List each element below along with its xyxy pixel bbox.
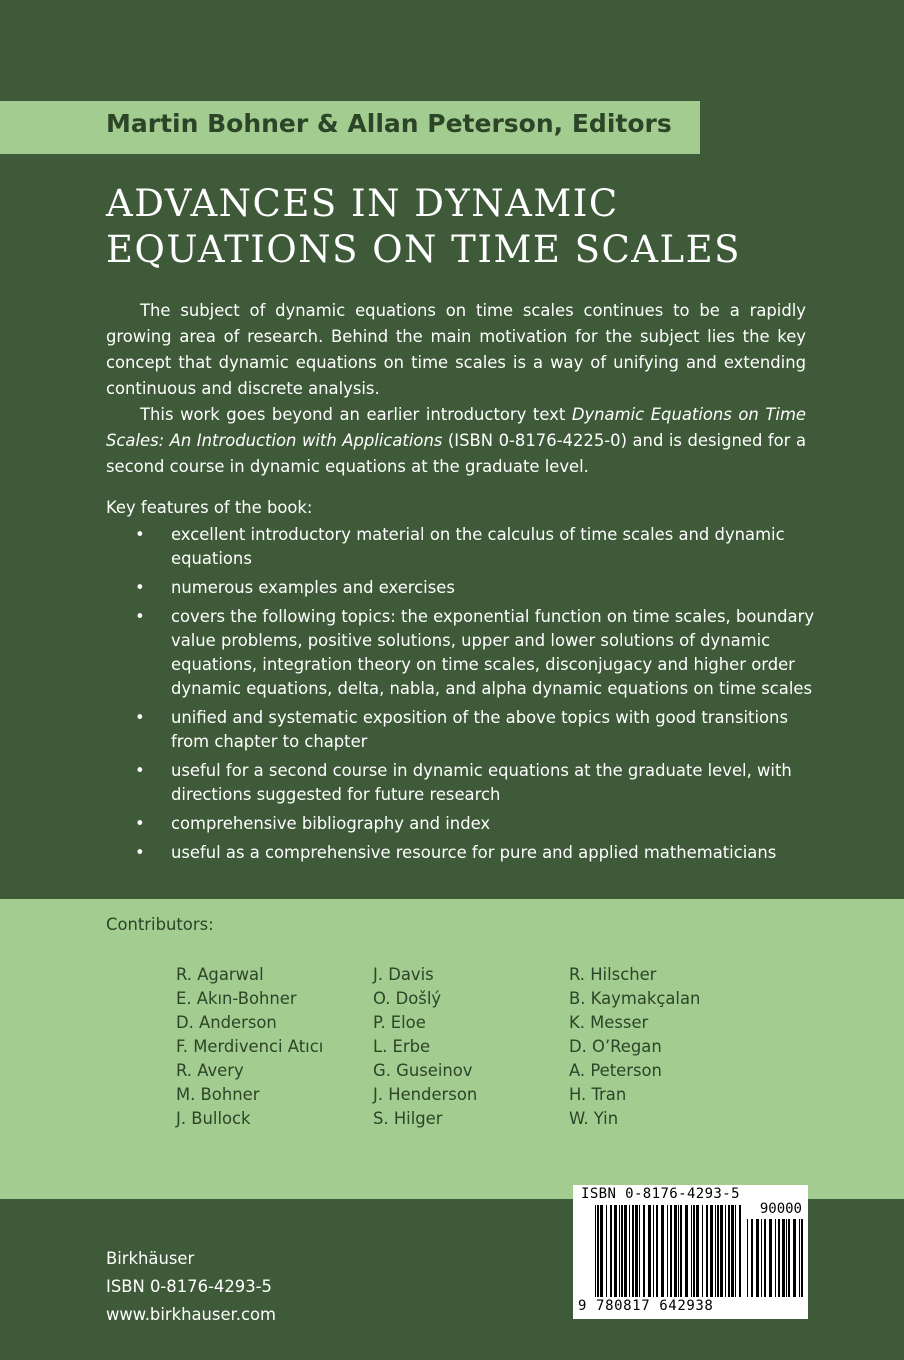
contributor-name: F. Merdivenci Atıcı [176, 1037, 324, 1056]
bullet-icon: • [135, 814, 145, 833]
bullet-icon: • [135, 843, 145, 862]
description [106, 298, 806, 480]
contributor-name: O. Došlý [373, 989, 442, 1008]
barcode-bar [653, 1205, 654, 1297]
list-item: • excellent introductory material on the calculus of time scales and dynamic equations [135, 525, 785, 568]
barcode-bar [610, 1205, 612, 1297]
barcode-bar [624, 1205, 627, 1297]
barcode-bar [643, 1205, 645, 1297]
barcode-bar [731, 1205, 734, 1297]
contributors-column-3 [569, 963, 700, 1131]
barcode-bar [632, 1205, 634, 1297]
barcode-bar [715, 1205, 716, 1297]
description-paragraph-2: This work goes beyond an earlier introductory text Dynamic Equations on Time Scales: An Introduction with Applications (ISBN 0-8176-4225-0) and is designed for a second course in dynamic equations at the graduate level. [106, 405, 806, 476]
contributor-name: A. Peterson [569, 1061, 662, 1080]
contributor-name: J. Henderson [373, 1085, 478, 1104]
publisher-isbn: ISBN 0-8176-4293-5 [106, 1277, 272, 1296]
title-line-2: EQUATIONS ON TIME SCALES [106, 228, 741, 271]
publisher-info [106, 1245, 276, 1329]
barcode-bar [702, 1205, 703, 1297]
list-item: • numerous examples and exercises [131, 576, 831, 600]
barcode-bar [661, 1205, 664, 1297]
barcode-bar [764, 1219, 766, 1297]
contributor-name: R. Hilscher [569, 965, 657, 984]
contributor-name: S. Hilger [373, 1109, 443, 1128]
barcode-bar [597, 1205, 599, 1297]
barcode-bar [782, 1219, 785, 1297]
bullet-icon: • [135, 607, 145, 626]
key-features-heading: Key features of the book: [106, 498, 313, 517]
description-paragraph-1: The subject of dynamic equations on time scales continues to be a rapidly growing area of research. Behind the main motivation for the subject lies the key concept that dynamic equations on time scales is a way of unifying and extending continuous and discrete analysis. [106, 301, 806, 398]
contributor-name: P. Eloe [373, 1013, 426, 1032]
contributor-name: D. Anderson [176, 1013, 277, 1032]
list-item: • useful for a second course in dynamic equations at the graduate level, with directions suggested for future research [135, 761, 792, 804]
book-title [106, 181, 741, 273]
contributors-heading: Contributors: [106, 915, 214, 934]
list-item: • covers the following topics: the exponential function on time scales, boundary value problems, positive solutions, upper and lower solutions of dynamic equations, integration theory on time scales, disconjugacy and higher order dynamic equations, delta, nabla, and alpha dynamic equations on time scales [135, 607, 815, 698]
barcode-bar [739, 1205, 741, 1297]
bullet-icon: • [135, 761, 145, 780]
publisher-name: Birkhäuser [106, 1249, 195, 1268]
bullet-icon: • [135, 578, 145, 597]
barcode-bar [710, 1205, 713, 1297]
list-item: • useful as a comprehensive resource for pure and applied mathematicians [131, 841, 831, 865]
barcode-price-code: 90000 [759, 1201, 802, 1217]
barcode-bar [801, 1219, 803, 1297]
barcode-bar [778, 1219, 780, 1297]
contributor-name: L. Erbe [373, 1037, 431, 1056]
barcode-bar [788, 1219, 790, 1297]
barcode-bar [717, 1205, 719, 1297]
barcode-bar [786, 1219, 787, 1297]
barcode-bar [629, 1205, 630, 1297]
barcode-bar [696, 1205, 699, 1297]
barcode-bar [706, 1205, 708, 1297]
barcode-bar [648, 1205, 651, 1297]
title-line-1: ADVANCES IN DYNAMIC [106, 182, 619, 225]
barcode [573, 1185, 808, 1319]
contributor-name: J. Bullock [176, 1109, 251, 1128]
barcode-bar [728, 1205, 730, 1297]
contributors-column-1 [176, 963, 323, 1131]
contributor-name: J. Davis [373, 965, 434, 984]
barcode-bar [635, 1205, 638, 1297]
contributor-name: G. Guseinov [373, 1061, 473, 1080]
bullet-icon: • [135, 708, 145, 727]
barcode-bar [678, 1205, 679, 1297]
contributor-name: W. Yin [569, 1109, 619, 1128]
barcode-bar [751, 1219, 753, 1297]
key-features-list [131, 523, 831, 870]
barcode-bar [693, 1205, 695, 1297]
barcode-bar [725, 1205, 726, 1297]
contributor-name: M. Bohner [176, 1085, 260, 1104]
editors-line: Martin Bohner & Allan Peterson, Editors [106, 109, 672, 138]
bullet-icon: • [135, 525, 145, 544]
barcode-bar [761, 1219, 762, 1297]
barcode-isbn: ISBN 0-8176-4293-5 [581, 1186, 740, 1202]
barcode-bar [747, 1219, 748, 1297]
list-item: • unified and systematic exposition of the above topics with good transitions from chapter to chapter [135, 708, 788, 751]
contributor-name: B. Kaymakçalan [569, 989, 701, 1008]
earlier-book-title: Dynamic Equations on Time Scales: An Introduction with Applications [106, 405, 806, 450]
contributor-name: K. Messer [569, 1013, 649, 1032]
contributor-name: R. Avery [176, 1061, 244, 1080]
barcode-bar [600, 1205, 603, 1297]
barcode-bar [667, 1205, 668, 1297]
barcode-bar [614, 1205, 617, 1297]
barcode-bar [621, 1205, 623, 1297]
barcode-bar [793, 1219, 796, 1297]
barcode-bar [799, 1219, 800, 1297]
contributor-name: H. Tran [569, 1085, 627, 1104]
barcode-bar [680, 1205, 682, 1297]
contributor-name: R. Agarwal [176, 965, 264, 984]
barcode-bar [756, 1219, 759, 1297]
barcode-bar [691, 1205, 692, 1297]
barcode-bar [606, 1205, 607, 1297]
barcode-bar [769, 1219, 772, 1297]
contributors-column-2 [373, 963, 477, 1131]
barcode-bar [670, 1205, 672, 1297]
contributor-name: E. Akın-Bohner [176, 989, 297, 1008]
barcode-bar [674, 1205, 677, 1297]
barcode-bar [735, 1205, 736, 1297]
barcode-digits: 9 780817 642938 [578, 1298, 714, 1314]
barcode-bar [639, 1205, 640, 1297]
list-item: • comprehensive bibliography and index [131, 812, 831, 836]
barcode-bar [619, 1205, 620, 1297]
publisher-url: www.birkhauser.com [106, 1305, 277, 1324]
barcode-bar [720, 1205, 723, 1297]
contributor-name: D. O’Regan [569, 1037, 662, 1056]
barcode-bar [656, 1205, 658, 1297]
barcode-bar [685, 1205, 688, 1297]
barcode-bar [595, 1205, 596, 1297]
barcode-bar [775, 1219, 776, 1297]
